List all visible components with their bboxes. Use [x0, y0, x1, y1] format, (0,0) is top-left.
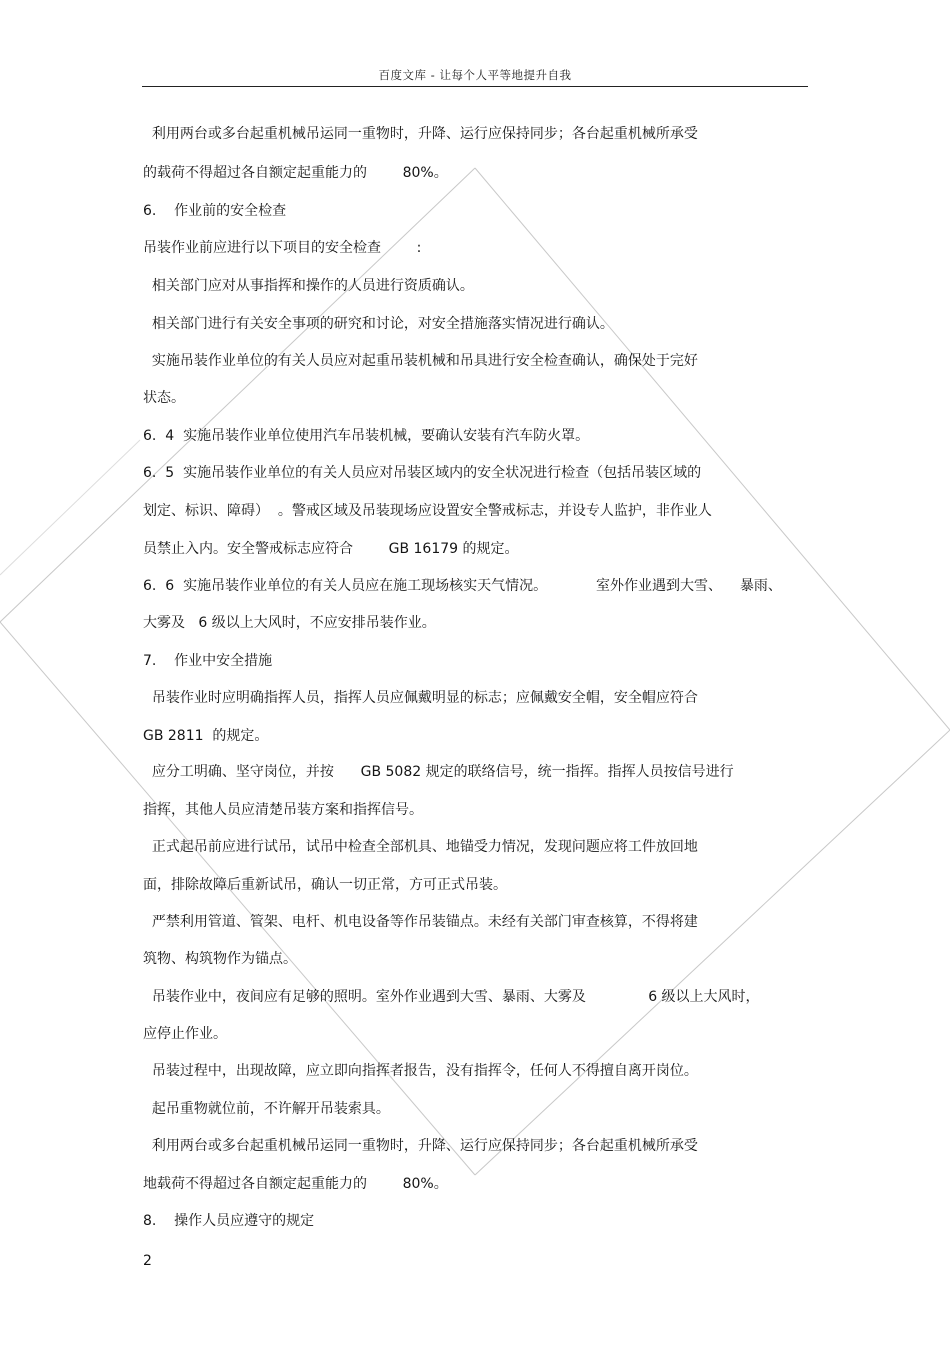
header-rule — [142, 86, 808, 87]
page-number: 2 — [143, 1253, 152, 1269]
text-line: 指挥，其他人员应清楚吊装方案和指挥信号。 — [143, 802, 423, 818]
text-line: 吊装作业中，夜间应有足够的照明。室外作业遇到大雪、暴雨、大雾及 6 级以上大风时， — [143, 989, 760, 1005]
text-line: 筑物、构筑物作为锚点。 — [143, 951, 297, 967]
text-line: 应分工明确、坚守岗位，并按 GB 5082 规定的联络信号，统一指挥。指挥人员按信号进行 — [143, 764, 734, 780]
text-line: 起吊重物就位前，不许解开吊装索具。 — [143, 1101, 390, 1117]
text-line: 吊装作业时应明确指挥人员，指挥人员应佩戴明显的标志；应佩戴安全帽，安全帽应符合 — [143, 690, 698, 706]
text-line: 员禁止入内。安全警戒标志应符合 GB 16179 的规定。 — [143, 541, 519, 557]
text-line: 地载荷不得超过各自额定起重能力的 80%。 — [143, 1176, 448, 1192]
text-line: 的载荷不得超过各自额定起重能力的 80%。 — [143, 165, 448, 181]
text-line: 应停止作业。 — [143, 1026, 227, 1042]
text-line: 8. 操作人员应遵守的规定 — [143, 1213, 315, 1229]
text-line: 状态。 — [143, 390, 185, 406]
text-line: 实施吊装作业单位的有关人员应对起重吊装机械和吊具进行安全检查确认，确保处于完好 — [143, 353, 698, 369]
text-line: 相关部门应对从事指挥和操作的人员进行资质确认。 — [143, 278, 474, 294]
text-line: 利用两台或多台起重机械吊运同一重物时，升降、运行应保持同步；各台起重机械所承受 — [143, 1138, 698, 1154]
text-line: 吊装过程中，出现故障，应立即向指挥者报告，没有指挥令，任何人不得擅自离开岗位。 — [143, 1063, 698, 1079]
text-line: 7. 作业中安全措施 — [143, 653, 273, 669]
text-line: 吊装作业前应进行以下项目的安全检查 : — [143, 240, 422, 256]
text-line: 面，排除故障后重新试吊，确认一切正常，方可正式吊装。 — [143, 877, 507, 893]
page-header: 百度文库 - 让每个人平等地提升自我 — [378, 68, 572, 82]
text-line: 6. 作业前的安全检查 — [143, 203, 287, 219]
text-line: GB 2811 的规定。 — [143, 728, 269, 744]
text-line: 大雾及 6 级以上大风时，不应安排吊装作业。 — [143, 615, 436, 631]
text-line: 6. 5 实施吊装作业单位的有关人员应对吊装区域内的安全状况进行检查（包括吊装区域的 — [143, 465, 702, 481]
text-line: 6. 4 实施吊装作业单位使用汽车吊装机械，要确认安装有汽车防火罩。 — [143, 428, 590, 444]
text-line: 正式起吊前应进行试吊，试吊中检查全部机具、地锚受力情况，发现问题应将工件放回地 — [143, 839, 698, 855]
text-line: 利用两台或多台起重机械吊运同一重物时，升降、运行应保持同步；各台起重机械所承受 — [143, 126, 698, 142]
text-line: 6. 6 实施吊装作业单位的有关人员应在施工现场核实天气情况。 室外作业遇到大雪、 暴雨、 — [143, 578, 782, 594]
text-line: 相关部门进行有关安全事项的研究和讨论，对安全措施落实情况进行确认。 — [143, 316, 614, 332]
text-line: 划定、标识、障碍） 。警戒区域及吊装现场应设置安全警戒标志，并设专人监护，非作业人 — [143, 503, 712, 519]
text-line: 严禁利用管道、管架、电杆、机电设备等作吊装锚点。未经有关部门审查核算，不得将建 — [143, 914, 698, 930]
